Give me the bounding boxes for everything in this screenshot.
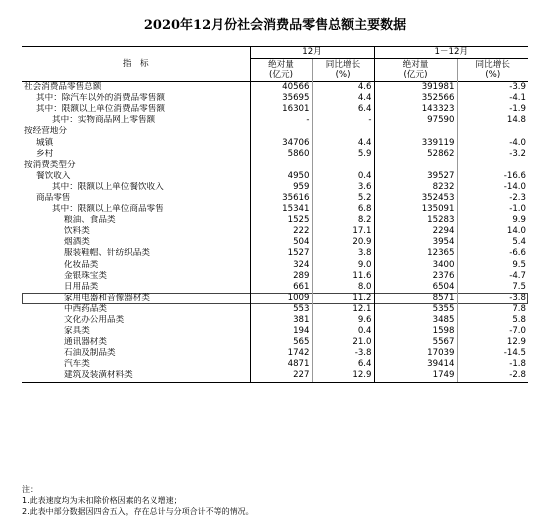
month-yoy-value: 6.8 <box>312 204 374 215</box>
table-row <box>22 93 528 104</box>
row-label: 文化办公用品类 <box>22 315 250 326</box>
ytd-abs-value: 52862 <box>374 149 457 160</box>
ytd-yoy-value: -14.5 <box>503 348 526 359</box>
month-yoy-value: 8.2 <box>312 215 374 226</box>
table-row <box>22 104 528 115</box>
ytd-abs-value: 5355 <box>374 304 457 315</box>
month-yoy-value: 17.1 <box>312 226 374 237</box>
month-yoy-value: 6.4 <box>312 104 374 115</box>
ytd-abs-value: 391981 <box>374 82 457 94</box>
notes-heading: 注： <box>22 485 38 494</box>
month-yoy-value: 0.4 <box>312 326 374 337</box>
ytd-yoy-value: 7.5 <box>512 281 526 292</box>
ytd-yoy-value: 12.9 <box>506 337 526 348</box>
month-abs-value: 324 <box>250 260 312 271</box>
ytd-yoy-value: -16.6 <box>503 170 526 181</box>
month-abs-value: 1525 <box>250 215 312 226</box>
month-yoy-value: 0.4 <box>312 171 374 182</box>
row-label: 其中：除汽车以外的消费品零售额 <box>22 93 250 104</box>
table-row <box>22 248 528 259</box>
ytd-abs-header: 绝对量 (亿元) <box>374 59 457 82</box>
ytd-yoy-value: 5.8 <box>512 315 526 326</box>
row-label: 粮油、食品类 <box>22 215 250 226</box>
ytd-yoy-value: -4.7 <box>509 270 526 281</box>
month-abs-value: 959 <box>250 182 312 193</box>
ytd-yoy-value: -7.0 <box>509 326 526 337</box>
ytd-abs-value: 3400 <box>374 260 457 271</box>
month-abs-value: 661 <box>250 282 312 293</box>
ytd-yoy-value: 14.8 <box>506 115 526 126</box>
row-label: 按经营地分 <box>22 126 250 137</box>
table-row <box>22 126 528 137</box>
month-abs-value: 194 <box>250 326 312 337</box>
month-yoy-value: 3.6 <box>312 182 374 193</box>
table-row <box>22 348 528 359</box>
ytd-abs-value: 15283 <box>374 215 457 226</box>
ytd-abs-value: 352453 <box>374 193 457 204</box>
month-abs-value <box>250 160 312 171</box>
table-row <box>22 260 528 271</box>
ytd-yoy-value: -2.3 <box>509 192 526 203</box>
month-abs-value: 4871 <box>250 359 312 370</box>
ytd-yoy-value: 7.8 <box>512 303 526 314</box>
table-row <box>22 293 528 304</box>
row-label: 城镇 <box>22 137 250 148</box>
row-label: 石油及制品类 <box>22 348 250 359</box>
ytd-yoy-value: -3.9 <box>509 82 526 93</box>
ytd-abs-value: 97590 <box>374 115 457 126</box>
ytd-yoy-value: -3.2 <box>509 148 526 159</box>
month-abs-value: 227 <box>250 370 312 382</box>
month-abs-value: - <box>250 115 312 126</box>
month-abs-value: 15341 <box>250 204 312 215</box>
header-row-periods <box>22 47 528 59</box>
row-label: 汽车类 <box>22 359 250 370</box>
month-yoy-value: 12.1 <box>312 304 374 315</box>
ytd-yoy-value: 14.0 <box>506 226 526 237</box>
ytd-yoy-value <box>457 160 528 171</box>
retail-sales-table <box>22 46 528 383</box>
month-yoy-value: 21.0 <box>312 337 374 348</box>
month-yoy-value: 5.2 <box>312 193 374 204</box>
ytd-yoy-header: 同比增长 (%) <box>475 60 510 80</box>
month-abs-value: 4950 <box>250 171 312 182</box>
table-row <box>22 160 528 171</box>
row-label: 其中：限额以上单位餐饮收入 <box>22 182 250 193</box>
ytd-abs-value: 1598 <box>374 326 457 337</box>
table-row <box>22 171 528 182</box>
month-yoy-value <box>312 160 374 171</box>
ytd-yoy-value: 9.9 <box>512 215 526 226</box>
table-row <box>22 271 528 282</box>
row-label: 服装鞋帽、针纺织品类 <box>22 248 250 259</box>
ytd-abs-value: 3954 <box>374 237 457 248</box>
table-row <box>22 304 528 315</box>
table-row <box>22 193 528 204</box>
ytd-yoy-value: -2.8 <box>457 370 528 382</box>
ytd-yoy-value: -1.0 <box>509 204 526 215</box>
ytd-yoy-value: 9.5 <box>512 259 526 270</box>
ytd-yoy-value <box>457 126 528 137</box>
table-row <box>22 315 528 326</box>
row-label: 家用电器和音像器材类 <box>22 293 250 304</box>
month-yoy-value: 8.0 <box>312 282 374 293</box>
ytd-abs-value: 8232 <box>374 182 457 193</box>
ytd-yoy-value: 5.4 <box>512 237 526 248</box>
page-title: 2020年12月份社会消费品零售总额主要数据 <box>143 18 407 33</box>
month-abs-value: 1527 <box>250 248 312 259</box>
ytd-abs-value: 17039 <box>374 348 457 359</box>
month-yoy-header: 同比增长 (%) <box>312 59 374 82</box>
month-yoy-value: 20.9 <box>312 237 374 248</box>
month-yoy-value: 4.4 <box>312 93 374 104</box>
row-label: 其中：限额以上单位商品零售 <box>22 204 250 215</box>
ytd-abs-value: 339119 <box>374 137 457 148</box>
ytd-yoy-value: -3.8 <box>457 293 528 304</box>
month-yoy-value: 11.6 <box>312 271 374 282</box>
table-row <box>22 204 528 215</box>
ytd-abs-value: 2294 <box>374 226 457 237</box>
row-label: 按消费类型分 <box>22 160 250 171</box>
ytd-abs-value: 352566 <box>374 93 457 104</box>
table-row <box>22 115 528 126</box>
ytd-abs-value: 2376 <box>374 271 457 282</box>
month-abs-value: 504 <box>250 237 312 248</box>
month-abs-value: 289 <box>250 271 312 282</box>
footnotes <box>22 484 254 517</box>
ytd-yoy-value: -1.8 <box>509 359 526 370</box>
period-month-header: 12月 <box>250 47 374 59</box>
table-row <box>22 370 528 382</box>
table-row <box>22 82 528 94</box>
row-label: 其中：实物商品网上零售额 <box>22 115 250 126</box>
ytd-abs-value: 135091 <box>374 204 457 215</box>
table-row <box>22 237 528 248</box>
note-item: 1.此表速度均为未扣除价格因素的名义增速； <box>22 496 182 505</box>
month-abs-header: 绝对量 (亿元) <box>250 59 312 82</box>
table-row <box>22 282 528 293</box>
ytd-abs-value: 143323 <box>374 104 457 115</box>
ytd-yoy-value: -4.0 <box>509 137 526 148</box>
row-label: 社会消费品零售总额 <box>22 82 250 94</box>
month-abs-value: 16301 <box>250 104 312 115</box>
ytd-yoy-value: -6.6 <box>509 248 526 259</box>
month-abs-value: 5860 <box>250 149 312 160</box>
month-abs-value: 34706 <box>250 137 312 148</box>
ytd-abs-value <box>374 126 457 137</box>
month-yoy-value: 12.9 <box>312 370 374 382</box>
table-row <box>22 149 528 160</box>
row-label: 烟酒类 <box>22 237 250 248</box>
month-yoy-value: 4.4 <box>312 137 374 148</box>
ytd-abs-value: 5567 <box>374 337 457 348</box>
row-label: 餐饮收入 <box>22 171 250 182</box>
month-abs-value: 553 <box>250 304 312 315</box>
row-label: 乡村 <box>22 149 250 160</box>
ytd-yoy-value: -14.0 <box>503 181 526 192</box>
row-label: 化妆品类 <box>22 260 250 271</box>
month-yoy-value: -3.8 <box>312 348 374 359</box>
ytd-yoy-value: -4.1 <box>509 93 526 104</box>
month-abs-value: 222 <box>250 226 312 237</box>
row-label: 金银珠宝类 <box>22 271 250 282</box>
row-label: 饮料类 <box>22 226 250 237</box>
month-abs-value: 1742 <box>250 348 312 359</box>
ytd-abs-value: 8571 <box>374 293 457 304</box>
month-yoy-value: 4.6 <box>312 82 374 94</box>
table-row <box>22 337 528 348</box>
month-yoy-value <box>312 126 374 137</box>
table-row <box>22 215 528 226</box>
row-label: 商品零售 <box>22 193 250 204</box>
note-item: 2.此表中部分数据因四舍五入，存在总计与分项合计不等的情况。 <box>22 507 254 516</box>
month-abs-value: 381 <box>250 315 312 326</box>
ytd-abs-value <box>374 160 457 171</box>
row-label: 中西药品类 <box>22 304 250 315</box>
month-yoy-value: - <box>312 115 374 126</box>
row-label: 日用品类 <box>22 282 250 293</box>
ytd-abs-value: 1749 <box>374 370 457 382</box>
month-yoy-value: 9.0 <box>312 260 374 271</box>
month-yoy-value: 11.2 <box>312 293 374 304</box>
ytd-abs-value: 39414 <box>374 359 457 370</box>
table-row <box>22 359 528 370</box>
table-row <box>22 226 528 237</box>
row-label: 其中：限额以上单位消费品零售额 <box>22 104 250 115</box>
month-yoy-value: 3.8 <box>312 248 374 259</box>
month-abs-value: 35695 <box>250 93 312 104</box>
ytd-yoy-value: -1.9 <box>509 104 526 115</box>
month-yoy-value: 6.4 <box>312 359 374 370</box>
ytd-abs-value: 39527 <box>374 171 457 182</box>
month-abs-value: 565 <box>250 337 312 348</box>
row-label: 通讯器材类 <box>22 337 250 348</box>
table-row <box>22 182 528 193</box>
ytd-abs-value: 3485 <box>374 315 457 326</box>
month-yoy-value: 9.6 <box>312 315 374 326</box>
indicator-header: 指 标 <box>22 47 250 82</box>
ytd-abs-value: 6504 <box>374 282 457 293</box>
table-row <box>22 326 528 337</box>
row-label: 建筑及装潢材料类 <box>22 370 250 382</box>
period-ytd-header: 1－12月 <box>374 47 528 59</box>
month-abs-value: 35616 <box>250 193 312 204</box>
row-label: 家具类 <box>22 326 250 337</box>
month-yoy-value: 5.9 <box>312 149 374 160</box>
table-row <box>22 137 528 148</box>
month-abs-value <box>250 126 312 137</box>
month-abs-value: 40566 <box>250 82 312 94</box>
month-abs-value: 1009 <box>250 293 312 304</box>
ytd-abs-value: 12365 <box>374 248 457 259</box>
table-body <box>22 82 528 383</box>
